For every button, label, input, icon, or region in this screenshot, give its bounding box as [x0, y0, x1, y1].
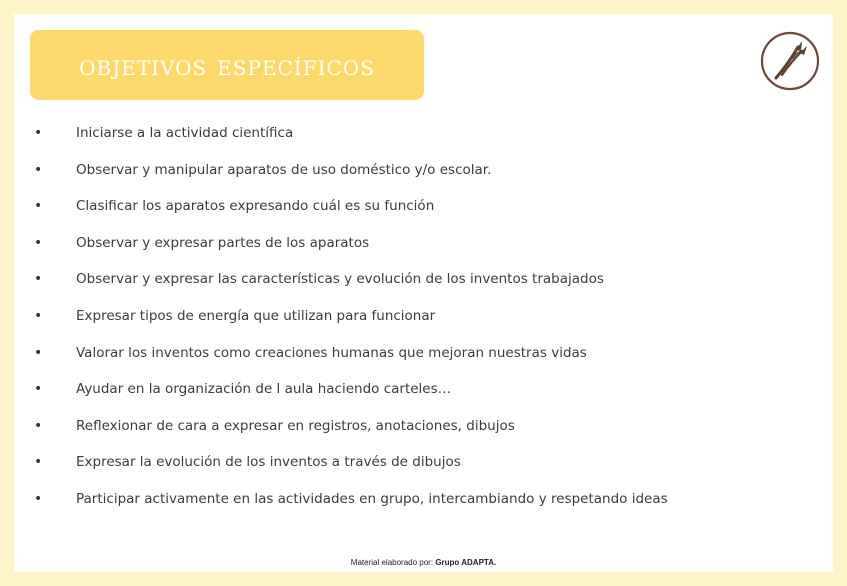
objective-text: Observar y expresar partes de los aparatos: [76, 234, 370, 251]
bullet: •: [34, 417, 43, 434]
bullet: •: [34, 381, 43, 398]
objective-text: Reflexionar de cara a expresar en registros, anotaciones, dibujos: [76, 417, 515, 434]
objective-text: Expresar la evolución de los inventos a través de dibujos: [76, 454, 461, 471]
objective-text: Observar y expresar las características y evolución de los inventos trabajados: [76, 271, 604, 288]
objective-text: Valorar los inventos como creaciones humanas que mejoran nuestras vidas: [76, 344, 587, 361]
slide-page: [14, 14, 833, 572]
paintbrush-logo-icon: [760, 31, 820, 91]
page-title: objetivos específicos: [79, 48, 375, 82]
bullet: •: [34, 234, 43, 251]
objective-text: Iniciarse a la actividad científica: [76, 125, 294, 141]
footer-org: Grupo ADAPTA.: [435, 558, 497, 567]
objective-text: Expresar tipos de energía que utilizan para funcionar: [76, 307, 436, 324]
bullet: •: [34, 161, 43, 178]
bullet: •: [34, 307, 43, 324]
title-banner: [30, 30, 424, 100]
objective-text: Participar activamente en las actividades en grupo, intercambiando y respetando ideas: [76, 490, 668, 507]
footer-credit: [14, 558, 833, 567]
objective-text: Clasificar los aparatos expresando cuál es su función: [76, 198, 435, 215]
bullet: •: [34, 454, 43, 471]
objective-text: Observar y manipular aparatos de uso doméstico y/o escolar.: [76, 161, 492, 178]
bullet: •: [34, 271, 43, 288]
bullet: •: [34, 198, 43, 215]
bullet: •: [34, 125, 43, 141]
footer-prefix: Material elaborado por:: [350, 558, 434, 567]
bullet: •: [34, 490, 43, 507]
bullet: •: [34, 344, 43, 361]
objective-text: Ayudar en la organización de l aula haciendo carteles…: [76, 381, 452, 398]
